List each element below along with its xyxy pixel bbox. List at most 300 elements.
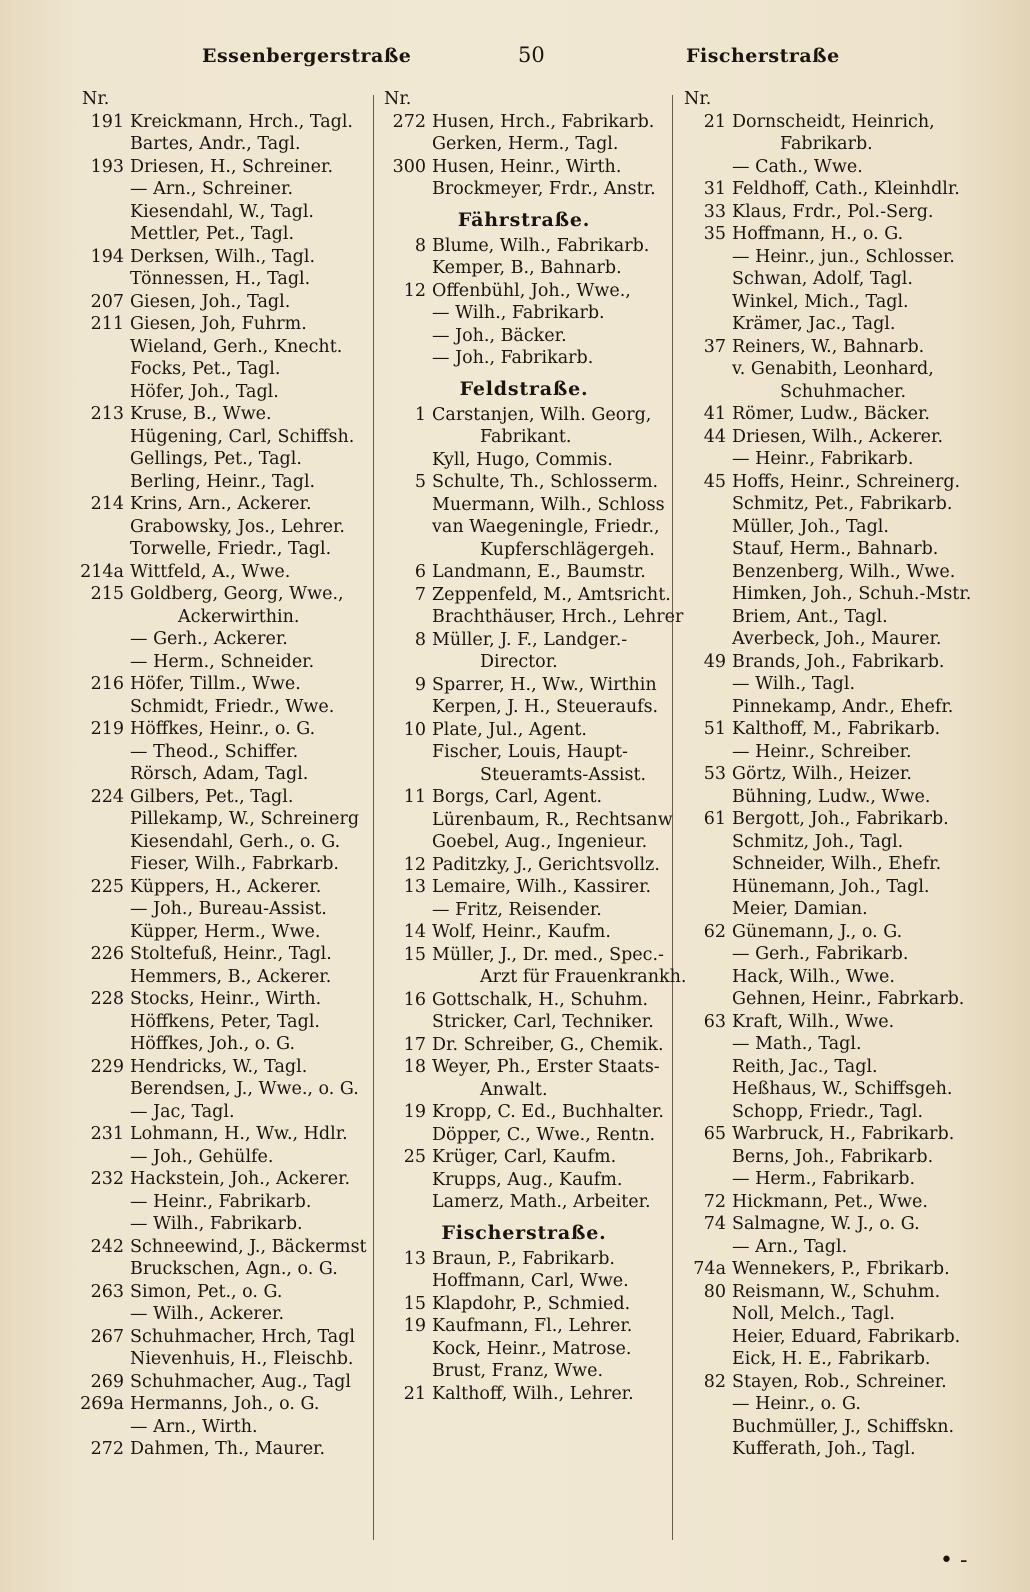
resident-text: Günemann, J., o. G. (732, 921, 903, 942)
resident-text: Bruckschen, Agn., o. G. (130, 1259, 338, 1279)
resident-text: Görtz, Wilh., Heizer. (732, 764, 912, 784)
directory-entry (680, 1416, 980, 1439)
directory-entry (78, 1438, 370, 1461)
house-number: 193 (90, 156, 124, 177)
header-right-street: Fischerstraße (686, 45, 840, 67)
resident-text: Gellings, Pet., Tagl. (130, 449, 302, 469)
directory-entry (380, 449, 668, 472)
directory-entry (78, 831, 370, 854)
directory-entry (78, 538, 370, 561)
resident-text: Brachthäuser, Hrch., Lehrer (432, 607, 684, 627)
resident-text: Berns, Joh., Fabrikarb. (732, 1146, 934, 1167)
directory-entry (380, 719, 668, 742)
directory-entry (78, 1101, 370, 1124)
directory-entry (680, 808, 980, 831)
directory-entry (78, 471, 370, 494)
directory-entry (78, 1033, 370, 1056)
directory-entry (680, 381, 980, 404)
resident-text: Carstanjen, Wilh. Georg, (432, 404, 652, 425)
house-number: 31 (703, 179, 726, 199)
directory-entry (78, 898, 370, 921)
resident-text: — Theod., Schiffer. (130, 741, 299, 762)
resident-text: Gilbers, Pet., Tagl. (130, 786, 294, 807)
house-number: 14 (403, 922, 426, 942)
resident-text: Wennekers, P., Fbrikarb. (732, 1259, 950, 1279)
directory-entry (380, 1056, 668, 1079)
directory-entry (78, 156, 370, 179)
house-number: 214 (90, 494, 124, 514)
house-number: 61 (703, 809, 726, 829)
resident-text: Heier, Eduard, Fabrikarb. (732, 1326, 961, 1347)
resident-text: — Wilh., Ackerer. (130, 1304, 285, 1324)
directory-entry (380, 584, 671, 607)
resident-text: Simon, Pet., o. G. (130, 1281, 283, 1302)
directory-entry (78, 268, 370, 291)
directory-entry (380, 741, 668, 764)
house-number: 219 (90, 719, 124, 739)
directory-entry (380, 876, 668, 899)
resident-text: Klaus, Frdr., Pol.-Serg. (732, 201, 934, 222)
directory-entry (380, 1293, 668, 1316)
resident-text: Brands, Joh., Fabrikarb. (732, 651, 945, 672)
resident-text: Dornscheidt, Heinrich, (732, 111, 935, 132)
house-number: 216 (90, 674, 124, 694)
directory-entry (680, 156, 980, 179)
resident-text: — Heinr., Fabrikarb. (732, 449, 914, 469)
directory-entry (78, 111, 370, 134)
resident-text: Wolf, Heinr., Kaufm. (432, 922, 611, 942)
house-number: 53 (703, 764, 726, 784)
resident-text: Schopp, Friedr., Tagl. (732, 1101, 924, 1122)
resident-text: Weyer, Ph., Erster Staats- (432, 1057, 660, 1077)
resident-text: Schmidt, Friedr., Wwe. (130, 696, 335, 717)
resident-text: — Gerh., Ackerer. (130, 629, 288, 649)
directory-entry (380, 899, 668, 922)
directory-entry (78, 201, 370, 224)
directory-entry (680, 1326, 980, 1349)
house-number: 16 (403, 989, 426, 1010)
directory-entry (78, 921, 370, 944)
resident-text: Brust, Franz, Wwe. (432, 1361, 604, 1381)
resident-text: Berendsen, J., Wwe., o. G. (130, 1079, 359, 1099)
resident-text: Krüger, Carl, Kaufm. (432, 1147, 617, 1167)
directory-entry (380, 854, 668, 877)
directory-entry (680, 1303, 980, 1326)
directory-entry (78, 853, 370, 876)
directory-entry (380, 1315, 668, 1338)
resident-text: Landmann, E., Baumstr. (432, 562, 646, 582)
house-number: 8 (414, 235, 426, 256)
house-number: 228 (90, 989, 124, 1009)
resident-text: Hickmann, Pet., Wwe. (732, 1191, 928, 1212)
resident-text: Schwan, Adolf, Tagl. (732, 269, 913, 289)
directory-entry (680, 111, 980, 134)
directory-entry (380, 1101, 668, 1124)
house-number: 17 (403, 1034, 426, 1055)
resident-text: — Arn., Tagl. (732, 1236, 848, 1257)
house-number: 33 (703, 201, 726, 222)
directory-entry (380, 1034, 668, 1057)
directory-entry (78, 606, 370, 629)
resident-text: — Arn., Wirth. (130, 1416, 258, 1437)
resident-text: — Wilh., Tagl. (732, 674, 856, 694)
directory-entry (680, 1371, 980, 1394)
house-number: 63 (703, 1011, 726, 1032)
house-number: 242 (90, 1236, 124, 1257)
resident-text: Fabrikarb. (780, 134, 873, 154)
resident-text: Höffkens, Peter, Tagl. (130, 1011, 320, 1032)
resident-text: Klapdohr, P., Schmied. (432, 1293, 631, 1314)
directory-entry (380, 156, 668, 179)
resident-text: Sparrer, H., Ww., Wirthin (432, 674, 657, 695)
resident-text: Hügening, Carl, Schiffsh. (130, 426, 355, 447)
house-number: 21 (703, 111, 726, 132)
directory-entry (380, 989, 668, 1012)
resident-text: Averbeck, Joh., Maurer. (732, 629, 942, 649)
resident-text: — Heinr., o. G. (732, 1394, 861, 1414)
resident-text: — Heinr., jun., Schlosser. (732, 246, 955, 267)
resident-text: Müller, J., Dr. med., Spec.- (432, 944, 664, 965)
resident-text: Schuhmacher. (780, 381, 907, 402)
resident-text: Kiesendahl, Gerh., o. G. (130, 831, 341, 852)
directory-entry (680, 1056, 980, 1079)
house-number: 269 (90, 1371, 124, 1392)
resident-text: Pinnekamp, Andr., Ehefr. (732, 696, 954, 717)
resident-text: Schneewind, J., Bäckermst (130, 1236, 367, 1257)
column-number-header (680, 88, 980, 111)
directory-entry (680, 763, 980, 786)
resident-text: Borgs, Carl, Agent. (432, 787, 603, 807)
directory-entry (78, 628, 370, 651)
resident-text: Gehnen, Heinr., Fabrkarb. (732, 989, 965, 1009)
resident-text: — Joh., Gehülfe. (130, 1146, 274, 1167)
resident-text: Stocks, Heinr., Wirth. (130, 989, 322, 1009)
directory-entry (380, 516, 668, 539)
directory-entry (380, 629, 668, 652)
resident-text: Bartes, Andr., Tagl. (130, 134, 301, 154)
resident-text: Husen, Heinr., Wirth. (432, 156, 622, 177)
house-number: 7 (414, 584, 426, 605)
directory-entry (680, 1236, 980, 1259)
house-number: 229 (90, 1056, 124, 1077)
directory-entry (380, 651, 668, 674)
directory-entry (78, 718, 370, 741)
directory-entry (380, 674, 668, 697)
directory-entry (680, 628, 980, 651)
directory-entry (380, 1383, 668, 1406)
resident-text: Grabowsky, Jos., Lehrer. (130, 516, 345, 537)
resident-text: Kemper, B., Bahnarb. (432, 258, 622, 278)
ink-marks: • - (940, 1548, 968, 1573)
column-number-header (380, 88, 668, 111)
resident-text: Paditzky, J., Gerichtsvollz. (432, 854, 660, 875)
directory-entry (680, 133, 980, 156)
directory-entry (78, 943, 370, 966)
directory-entry (380, 966, 687, 989)
house-number: 35 (703, 224, 726, 244)
resident-text: — Wilh., Fabrikarb. (130, 1214, 303, 1234)
house-number: 82 (703, 1371, 726, 1392)
resident-text: Hermanns, Joh., o. G. (130, 1394, 320, 1414)
directory-entry (78, 583, 370, 606)
house-number: 211 (90, 314, 124, 334)
directory-entry (680, 403, 980, 426)
resident-text: — Fritz, Reisender. (432, 899, 602, 920)
directory-entry (680, 1078, 980, 1101)
street-heading: Fährstraße. (457, 208, 591, 231)
directory-entry (380, 280, 668, 303)
header-left-street: Essenbergerstraße (202, 45, 412, 67)
directory-entry (380, 111, 668, 134)
resident-text: Wieland, Gerh., Knecht. (130, 336, 343, 357)
resident-text: Kiesendahl, W., Tagl. (130, 201, 314, 222)
resident-text: Noll, Melch., Tagl. (732, 1304, 895, 1324)
house-number: 65 (703, 1124, 726, 1144)
resident-text: Schulte, Th., Schlosserm. (432, 472, 659, 492)
house-number: 272 (90, 1439, 124, 1459)
page-number: 50 (518, 43, 545, 67)
resident-text: Braun, P., Fabrikarb. (432, 1248, 615, 1269)
resident-text: Kruse, B., Wwe. (130, 404, 272, 424)
directory-entry (380, 133, 668, 156)
directory-entry (380, 1079, 668, 1102)
resident-text: Müller, J. F., Landger.- (432, 629, 628, 650)
house-number: 232 (90, 1169, 124, 1189)
directory-entry (78, 673, 370, 696)
directory-entry (78, 1326, 370, 1349)
directory-entry (78, 966, 370, 989)
house-number: 9 (414, 674, 426, 695)
directory-entry (380, 325, 668, 348)
resident-text: Höfer, Joh., Tagl. (130, 381, 279, 402)
directory-entry (680, 741, 980, 764)
directory-entry (78, 1236, 370, 1259)
resident-text: Kreickmann, Hrch., Tagl. (130, 111, 353, 132)
house-number: 80 (703, 1281, 726, 1302)
directory-entry (380, 1270, 668, 1293)
resident-text: Kaufmann, Fl., Lehrer. (432, 1316, 633, 1336)
house-number: 213 (90, 404, 124, 424)
resident-text: Küpper, Herm., Wwe. (130, 921, 321, 942)
resident-text: Ackerwirthin. (178, 606, 300, 627)
directory-entry (680, 1101, 980, 1124)
house-number: 272 (392, 111, 426, 132)
directory-entry (380, 1169, 668, 1192)
house-number: 231 (90, 1124, 124, 1144)
nr-label: Nr. (82, 89, 110, 109)
resident-text: Hemmers, B., Ackerer. (130, 966, 332, 987)
directory-entry (380, 178, 668, 201)
page-header (80, 40, 980, 80)
directory-entry (78, 1393, 370, 1416)
directory-entry (680, 1011, 980, 1034)
resident-text: Heßhaus, W., Schiffsgeh. (732, 1079, 953, 1099)
directory-entry (380, 561, 668, 584)
directory-entry (78, 1168, 370, 1191)
resident-text: Briem, Ant., Tagl. (732, 606, 888, 627)
directory-entry (680, 1258, 980, 1281)
resident-text: Derksen, Wilh., Tagl. (130, 246, 316, 267)
resident-text: Hoffs, Heinr., Schreinerg. (732, 471, 961, 492)
directory-entry (680, 448, 980, 471)
directory-entry (380, 539, 668, 562)
directory-entry (78, 246, 370, 269)
directory-entry (78, 988, 370, 1011)
directory-entry (78, 876, 370, 899)
resident-text: Kraft, Wilh., Wwe. (732, 1011, 895, 1032)
house-number: 263 (90, 1281, 124, 1302)
house-number: 300 (392, 156, 426, 177)
resident-text: — Herm., Fabrikarb. (732, 1169, 916, 1189)
resident-text: Dahmen, Th., Maurer. (130, 1439, 326, 1459)
directory-entry (680, 943, 980, 966)
directory-entry (680, 1438, 980, 1461)
resident-text: Director. (480, 652, 558, 672)
resident-text: Kalthoff, Wilh., Lehrer. (432, 1383, 634, 1404)
directory-entry (78, 448, 370, 471)
resident-text: Kyll, Hugo, Commis. (432, 449, 613, 470)
resident-text: van Waegeningle, Friedr., (432, 517, 660, 537)
resident-text: Hünemann, Joh., Tagl. (732, 876, 930, 897)
directory-entry (680, 1348, 980, 1371)
resident-text: Arzt für Frauenkrankh. (480, 967, 687, 987)
directory-entry (78, 1056, 370, 1079)
directory-entry (380, 1248, 668, 1271)
directory-entry (680, 651, 980, 674)
directory-entry (680, 1146, 980, 1169)
resident-text: Driesen, Wilh., Ackerer. (732, 426, 944, 447)
resident-text: — Cath., Wwe. (732, 156, 863, 177)
resident-text: Reiners, W., Bahnarb. (732, 336, 925, 357)
resident-text: Krämer, Jac., Tagl. (732, 314, 896, 334)
directory-entry (380, 696, 668, 719)
resident-text: Goldberg, Georg, Wwe., (130, 584, 344, 604)
directory-entry (680, 561, 980, 584)
nr-label: Nr. (384, 89, 412, 109)
column-3 (680, 88, 980, 1461)
resident-text: Giesen, Joh., Tagl. (130, 291, 291, 312)
directory-entry (78, 516, 370, 539)
resident-text: Eick, H. E., Fabrikarb. (732, 1349, 931, 1369)
column-divider (373, 95, 374, 1540)
resident-text: Schmitz, Pet., Fabrikarb. (732, 494, 953, 514)
resident-text: Kupferschlägergeh. (480, 539, 655, 560)
directory-entry (78, 1011, 370, 1034)
resident-text: Fieser, Wilh., Fabrkarb. (130, 854, 339, 874)
resident-text: — Joh., Bureau-Assist. (130, 899, 327, 919)
house-number: 13 (403, 1248, 426, 1269)
resident-text: Stricker, Carl, Techniker. (432, 1012, 654, 1032)
directory-entry (380, 426, 668, 449)
directory-entry (380, 944, 668, 967)
directory-entry (680, 898, 980, 921)
resident-text: Husen, Hrch., Fabrikarb. (432, 111, 655, 132)
column-number-header (78, 88, 370, 111)
resident-text: — Jac, Tagl. (130, 1101, 235, 1122)
resident-text: Lemaire, Wilh., Kassirer. (432, 877, 652, 897)
directory-entry (680, 718, 980, 741)
directory-entry (78, 313, 370, 336)
directory-entry (680, 178, 980, 201)
house-number: 15 (403, 1293, 426, 1314)
house-number: 191 (90, 111, 124, 132)
house-number: 51 (703, 719, 726, 739)
directory-entry (78, 1303, 370, 1326)
resident-text: Höffkes, Heinr., o. G. (130, 719, 316, 739)
nr-label: Nr. (684, 89, 712, 109)
resident-text: Müller, Joh., Tagl. (732, 516, 889, 537)
resident-text: — Herm., Schneider. (130, 651, 315, 672)
directory-entry (78, 426, 370, 449)
directory-entry (78, 561, 370, 584)
resident-text: Focks, Pet., Tagl. (130, 359, 281, 379)
directory-entry (680, 1393, 980, 1416)
resident-text: Steueramts-Assist. (480, 764, 647, 785)
resident-text: Lamerz, Math., Arbeiter. (432, 1192, 651, 1212)
resident-text: Hendricks, W., Tagl. (130, 1056, 308, 1077)
house-number: 49 (703, 651, 726, 672)
directory-entry (680, 1123, 980, 1146)
resident-text: Buchmüller, J., Schiffskn. (732, 1416, 955, 1437)
directory-entry (680, 426, 980, 449)
directory-entry (78, 381, 370, 404)
resident-text: Giesen, Joh, Fuhrm. (130, 314, 307, 334)
house-number: 8 (414, 629, 426, 650)
house-number: 37 (703, 336, 726, 357)
resident-text: Rörsch, Adam, Tagl. (130, 764, 309, 784)
resident-text: Zeppenfeld, M., Amtsricht. (432, 584, 671, 605)
directory-entry (380, 809, 673, 832)
directory-entry (78, 1191, 370, 1214)
resident-text: Gottschalk, H., Schuhm. (432, 989, 649, 1010)
directory-entry (680, 988, 980, 1011)
resident-text: Schneider, Wilh., Ehefr. (732, 854, 942, 874)
resident-text: Hoffmann, Carl, Wwe. (432, 1271, 629, 1291)
directory-entry (680, 516, 980, 539)
directory-entry (380, 347, 668, 370)
resident-text: Schuhmacher, Hrch, Tagl (130, 1326, 355, 1347)
directory-entry (680, 538, 980, 561)
directory-entry (78, 741, 370, 764)
street-heading: Feldstraße. (459, 377, 589, 400)
resident-text: — Joh., Fabrikarb. (432, 348, 594, 368)
resident-text: Hoffmann, H., o. G. (732, 224, 904, 244)
directory-entry (78, 1213, 370, 1236)
resident-text: Stauf, Herm., Bahnarb. (732, 539, 939, 559)
directory-entry (680, 313, 980, 336)
resident-text: Pillekamp, W., Schreinerg (130, 809, 360, 829)
directory-entry (680, 786, 980, 809)
house-number: 15 (403, 944, 426, 965)
house-number: 214a (80, 561, 124, 582)
directory-entry (680, 876, 980, 899)
resident-text: Fabrikant. (480, 427, 572, 447)
directory-entry (78, 178, 370, 201)
resident-text: Bergott, Joh., Fabrikarb. (732, 809, 949, 829)
resident-text: Offenbühl, Joh., Wwe., (432, 280, 631, 301)
directory-entry (78, 651, 370, 674)
resident-text: Winkel, Mich., Tagl. (732, 291, 909, 312)
resident-text: Tönnessen, H., Tagl. (130, 269, 311, 289)
directory-entry (380, 1191, 668, 1214)
house-number: 224 (90, 786, 124, 807)
column-1 (78, 88, 370, 1461)
house-number: 225 (90, 876, 124, 897)
resident-text: Anwalt. (480, 1079, 548, 1100)
house-number: 13 (403, 877, 426, 897)
resident-text: Torwelle, Friedr., Tagl. (130, 539, 332, 559)
directory-entry (78, 763, 370, 786)
